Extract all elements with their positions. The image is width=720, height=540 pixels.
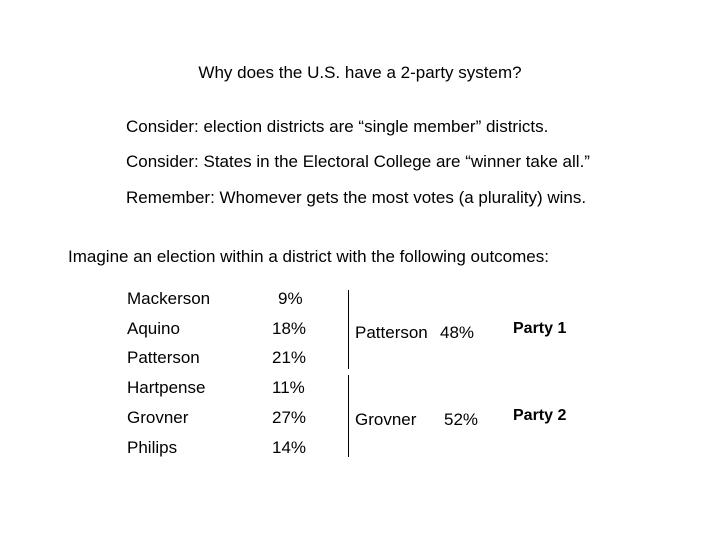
slide-title: Why does the U.S. have a 2-party system?	[198, 63, 522, 82]
result-name: Grovner	[355, 410, 417, 429]
candidate-pct: 21%	[272, 348, 307, 367]
bracket-line-party-2	[348, 375, 349, 457]
candidate-name: Aquino	[127, 319, 180, 338]
candidate-name: Mackerson	[127, 289, 211, 308]
candidate-pct: 18%	[272, 319, 307, 338]
result-name: Patterson	[355, 323, 428, 342]
candidate-name: Patterson	[127, 348, 200, 367]
result-pct: 48%	[440, 323, 475, 342]
candidate-name: Grovner	[127, 408, 189, 427]
candidate-pct: 11%	[272, 378, 305, 397]
point-plurality: Remember: Whomever gets the most votes (a plurality) wins.	[126, 188, 587, 207]
result-pct: 52%	[444, 410, 479, 429]
point-single-member: Consider: election districts are “single member” districts.	[126, 117, 549, 136]
result-party-label: Party 2	[513, 407, 567, 424]
candidate-pct: 27%	[272, 408, 307, 427]
bracket-line-party-1	[348, 290, 349, 369]
point-winner-take-all: Consider: States in the Electoral College are “winner take all.”	[126, 152, 590, 171]
candidate-pct: 9%	[278, 289, 303, 308]
result-party-label: Party 1	[513, 320, 567, 337]
election-intro: Imagine an election within a district with the following outcomes:	[68, 247, 549, 266]
candidate-pct: 14%	[272, 438, 307, 457]
candidate-name: Philips	[127, 438, 178, 457]
candidate-name: Hartpense	[127, 378, 206, 397]
